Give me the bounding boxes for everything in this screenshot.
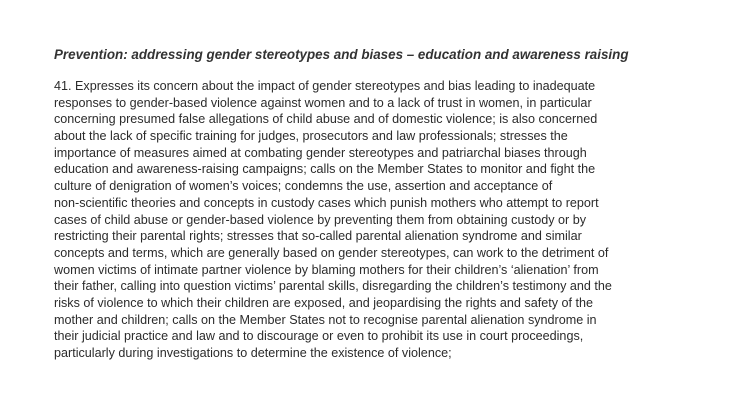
paragraph-line: importance of measures aimed at combating gender stereotypes and patriarchal biases through	[54, 145, 587, 160]
paragraph-line: non-scientific theories and concepts in custody cases which punish mothers who attempt to report	[54, 195, 599, 210]
paragraph-line: about the lack of specific training for judges, prosecutors and law professionals; stresses the	[54, 129, 568, 144]
paragraph-line: restricting their parental rights; stresses that so-called parental alienation syndrome and similar	[54, 229, 582, 244]
paragraph-number: 41.	[54, 79, 72, 93]
paragraph-line: their father, calling into question victims’ parental skills, disregarding the children’s testimony and the	[54, 279, 612, 294]
paragraph-41	[54, 78, 612, 362]
paragraph-line: culture of denigration of women’s voices; condemns the use, assertion and acceptance of	[54, 179, 553, 194]
paragraph-line: cases of child abuse or gender-based violence by preventing them from obtaining custody or by	[54, 212, 587, 227]
paragraph-line: particularly during investigations to determine the existence of violence;	[54, 346, 452, 360]
section-heading: Prevention: addressing gender stereotypes and biases – education and awareness raising	[54, 47, 629, 62]
paragraph-line: responses to gender-based violence against women and to a lack of trust in women, in particular	[54, 95, 592, 110]
paragraph-line: concerning presumed false allegations of child abuse and of domestic violence; is also concerned	[54, 112, 598, 127]
paragraph-line: their judicial practice and law and to discourage or even to prohibit its use in court proceedings,	[54, 329, 584, 344]
paragraph-line: education and awareness-raising campaigns; calls on the Member States to monitor and fight the	[54, 162, 596, 177]
paragraph-line: women victims of intimate partner violence by blaming mothers for their children’s ‘alienation’ from	[54, 262, 599, 277]
paragraph-line	[54, 78, 612, 95]
paragraph-line: risks of violence to which their children are exposed, and jeopardising the rights and safety of the	[54, 295, 594, 310]
paragraph-line: concepts and terms, which are generally based on gender stereotypes, can work to the detriment of	[54, 245, 609, 260]
paragraph-line: mother and children; calls on the Member States not to recognise parental alienation syndrome in	[54, 312, 597, 327]
paragraph-line-text: Expresses its concern about the impact of gender stereotypes and bias leading to inadequate	[75, 79, 596, 93]
